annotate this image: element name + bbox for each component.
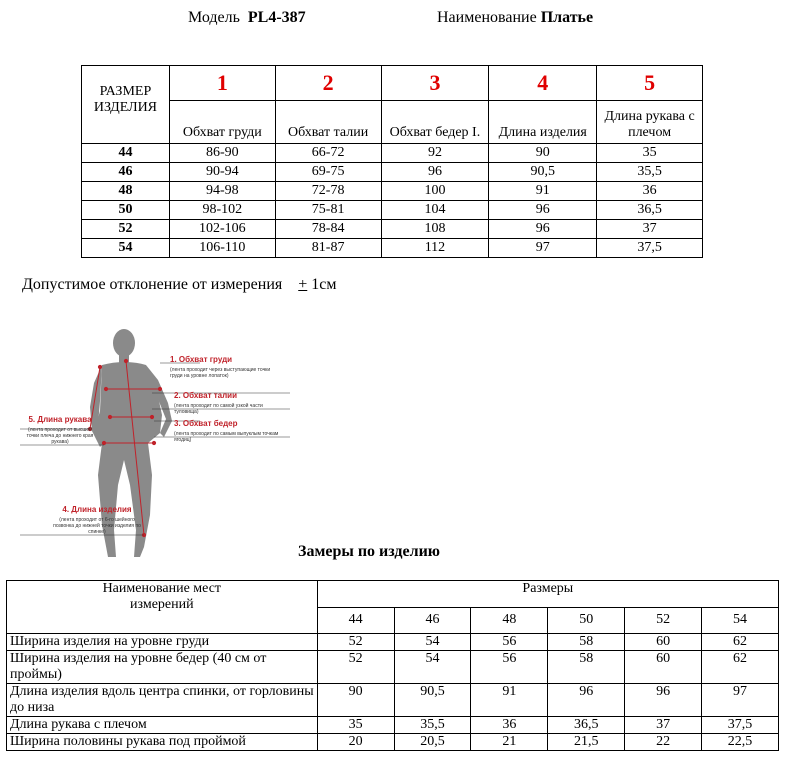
- col-label-sleeve: Длина рукава с плечом: [597, 101, 703, 144]
- measurement-row: [7, 734, 779, 751]
- value-cell: 66-72: [275, 144, 381, 163]
- label-length: 4. Длина изделия (лента проходит от 6-го шейного позвонка до нижней точки изделия по спинке): [53, 505, 141, 535]
- value-cell: 94-98: [169, 182, 275, 201]
- measurement-value: 58: [548, 651, 625, 684]
- measurement-value: 22,5: [702, 734, 779, 751]
- size-table: [81, 65, 703, 258]
- value-cell: 72-78: [275, 182, 381, 201]
- value-cell: 102-106: [169, 220, 275, 239]
- label-hips: 3. Обхват бедер (лента проходит по самым выпуклым точкам ягодиц): [174, 419, 279, 443]
- value-cell: 112: [381, 239, 489, 258]
- value-cell: 96: [489, 220, 597, 239]
- name-label: Наименование: [437, 9, 537, 26]
- measurements-table: [6, 580, 779, 751]
- value-cell: 104: [381, 201, 489, 220]
- value-cell: 36: [597, 182, 703, 201]
- plusminus-sign: +: [298, 276, 308, 293]
- size-column-header: 44: [317, 607, 394, 634]
- col-label-length: Длина изделия: [489, 101, 597, 144]
- measurement-value: 52: [317, 634, 394, 651]
- measurement-value: 21: [471, 734, 548, 751]
- size-column-header: 52: [625, 607, 702, 634]
- col-label-waist: Обхват талии: [275, 101, 381, 144]
- measurement-value: 20: [317, 734, 394, 751]
- measurement-value: 60: [625, 634, 702, 651]
- measurements-title: Замеры по изделию: [298, 543, 441, 560]
- value-cell: 90-94: [169, 163, 275, 182]
- measurement-value: 20,5: [394, 734, 471, 751]
- measurement-row: [7, 651, 779, 684]
- size-cell: 54: [82, 239, 170, 258]
- name-value: Платье: [540, 9, 594, 26]
- size-cell: 52: [82, 220, 170, 239]
- measurement-value: 54: [394, 651, 471, 684]
- model-label: Модель: [188, 9, 240, 26]
- label-sleeve: 5. Длина рукава (лента проходит от высшей точки плеча до нижнего края рукава): [26, 415, 94, 445]
- value-cell: 98-102: [169, 201, 275, 220]
- value-cell: 100: [381, 182, 489, 201]
- label-chest: 1. Обхват груди (лента проходит через выступающие точки груди на уровне лопаток): [170, 355, 271, 379]
- value-cell: 106-110: [169, 239, 275, 258]
- size-row: [82, 239, 703, 258]
- measurement-value: 96: [625, 684, 702, 717]
- measurement-value: 36: [471, 717, 548, 734]
- name-header: Наименование мест измерений: [7, 581, 318, 634]
- value-cell: 91: [489, 182, 597, 201]
- measurement-value: 52: [317, 651, 394, 684]
- value-cell: 37: [597, 220, 703, 239]
- value-cell: 90,5: [489, 163, 597, 182]
- size-column-header: 54: [702, 607, 779, 634]
- col-num-2: 2: [275, 66, 381, 101]
- measurement-value: 35,5: [394, 717, 471, 734]
- value-cell: 78-84: [275, 220, 381, 239]
- size-cell: 50: [82, 201, 170, 220]
- measurement-value: 58: [548, 634, 625, 651]
- measurement-row: [7, 634, 779, 651]
- value-cell: 35,5: [597, 163, 703, 182]
- tolerance-value: 1см: [311, 276, 337, 293]
- name-line: [437, 9, 593, 27]
- value-cell: 75-81: [275, 201, 381, 220]
- value-cell: 86-90: [169, 144, 275, 163]
- measurement-value: 56: [471, 634, 548, 651]
- col-label-hips: Обхват бедер I.: [381, 101, 489, 144]
- measurement-value: 96: [548, 684, 625, 717]
- value-cell: 35: [597, 144, 703, 163]
- measurement-value: 62: [702, 634, 779, 651]
- measurement-value: 37,5: [702, 717, 779, 734]
- size-row-header: РАЗМЕР ИЗДЕЛИЯ: [82, 66, 170, 144]
- measurement-name: Ширина изделия на уровне груди: [7, 634, 318, 651]
- col-label-chest: Обхват груди: [169, 101, 275, 144]
- size-row: [82, 163, 703, 182]
- size-cell: 48: [82, 182, 170, 201]
- size-row: [82, 144, 703, 163]
- tolerance-text: Допустимое отклонение от измерения: [22, 276, 283, 293]
- measurement-figure: [20, 325, 290, 565]
- measurement-value: 54: [394, 634, 471, 651]
- measurement-name: Ширина изделия на уровне бедер (40 см от проймы): [7, 651, 318, 684]
- value-cell: 81-87: [275, 239, 381, 258]
- size-cell: 44: [82, 144, 170, 163]
- model-value: PL4-387: [247, 9, 306, 26]
- col-num-1: 1: [169, 66, 275, 101]
- measurement-value: 56: [471, 651, 548, 684]
- value-cell: 96: [381, 163, 489, 182]
- value-cell: 108: [381, 220, 489, 239]
- value-cell: 96: [489, 201, 597, 220]
- measurement-row: [7, 684, 779, 717]
- size-row: [82, 220, 703, 239]
- size-column-header: 46: [394, 607, 471, 634]
- measurement-value: 37: [625, 717, 702, 734]
- measurement-value: 35: [317, 717, 394, 734]
- size-row: [82, 201, 703, 220]
- model-line: [188, 9, 306, 27]
- measurement-value: 62: [702, 651, 779, 684]
- value-cell: 36,5: [597, 201, 703, 220]
- measurement-name: Ширина половины рукава под проймой: [7, 734, 318, 751]
- size-cell: 46: [82, 163, 170, 182]
- col-num-3: 3: [381, 66, 489, 101]
- measurement-value: 90: [317, 684, 394, 717]
- measurement-row: [7, 717, 779, 734]
- label-waist: 2. Обхват талии (лента проходит по самой узкой части туловища): [174, 391, 263, 415]
- value-cell: 92: [381, 144, 489, 163]
- col-num-4: 4: [489, 66, 597, 101]
- measurement-name: Длина рукава с плечом: [7, 717, 318, 734]
- measurement-value: 91: [471, 684, 548, 717]
- value-cell: 90: [489, 144, 597, 163]
- measurement-value: 60: [625, 651, 702, 684]
- value-cell: 37,5: [597, 239, 703, 258]
- size-row: [82, 182, 703, 201]
- measurement-name: Длина изделия вдоль центра спинки, от горловины до низа: [7, 684, 318, 717]
- measurement-value: 90,5: [394, 684, 471, 717]
- measurement-value: 21,5: [548, 734, 625, 751]
- measurement-value: 22: [625, 734, 702, 751]
- measurement-value: 36,5: [548, 717, 625, 734]
- tolerance-note: [22, 276, 337, 294]
- size-column-header: 50: [548, 607, 625, 634]
- size-column-header: 48: [471, 607, 548, 634]
- col-num-5: 5: [597, 66, 703, 101]
- value-cell: 69-75: [275, 163, 381, 182]
- measurement-value: 97: [702, 684, 779, 717]
- sizes-header: Размеры: [317, 581, 778, 608]
- value-cell: 97: [489, 239, 597, 258]
